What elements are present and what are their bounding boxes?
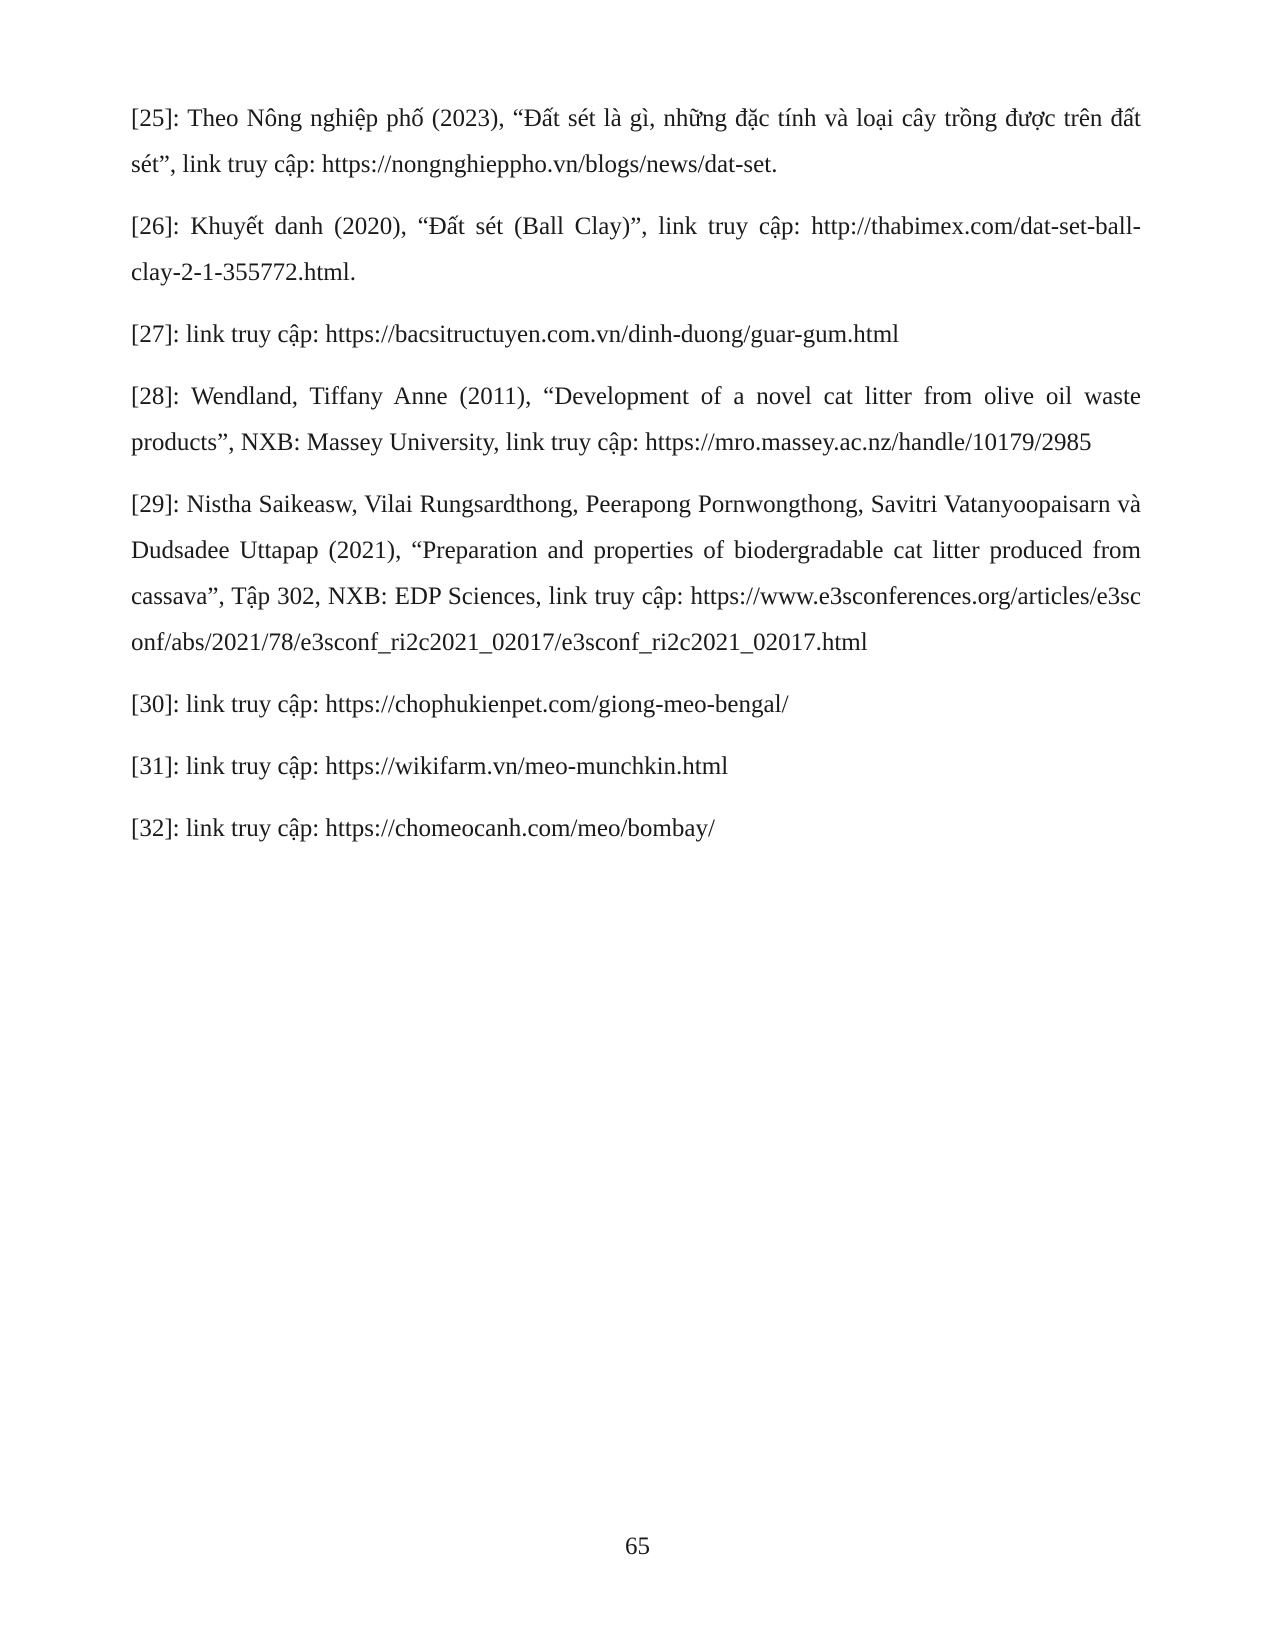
reference-text: Khuyết danh (2020), “Đất sét (Ball Clay)”, link truy cập: http://thabimex.com/dat-set-ball-clay-2-1-355772.html. xyxy=(131,213,1141,286)
reference-url[interactable]: https://mro.massey.ac.nz/handle/10179/2985 xyxy=(645,429,1092,456)
reference-item-29 xyxy=(131,482,1141,666)
reference-text: link truy cập: https://bacsitructuyen.com.vn/dinh-duong/guar-gum.html xyxy=(185,321,900,348)
reference-text: Theo Nông nghiệp phố (2023), “Đất sét là gì, những đặc tính và loại cây trồng được trên đất sét”, link truy cập: https://nongnghieppho.vn/blogs/news/dat-set. xyxy=(131,105,1141,178)
page-number: 65 xyxy=(625,1533,650,1560)
reference-label: [26]: xyxy=(131,213,180,240)
reference-item-32 xyxy=(131,806,1141,852)
reference-label: [27]: xyxy=(131,321,180,348)
reference-label: [25]: xyxy=(131,105,180,132)
reference-item-30 xyxy=(131,682,1141,728)
reference-list xyxy=(131,96,1141,868)
reference-label: [30]: xyxy=(131,691,180,718)
reference-label: [31]: xyxy=(131,753,180,780)
reference-text: Nistha Saikeasw, Vilai Rungsardthong, Peerapong Pornwongthong, Savitri Vatanyoopaisarn và Dudsadee Uttapap (2021), “Preparation and properties of biodergradable cat litter produced from cassava”, Tập 302, NXB: EDP Sciences, link truy cập: xyxy=(131,491,1142,610)
reference-text: link truy cập: https://chomeocanh.com/meo/bombay/ xyxy=(185,815,715,842)
reference-label: [28]: xyxy=(131,383,180,410)
reference-text: link truy cập: https://chophukienpet.com/giong-meo-bengal/ xyxy=(185,691,789,718)
reference-label: [29]: xyxy=(131,491,180,518)
reference-url[interactable]: https://www.e3sconferences.org/articles/e3sconf/abs/2021/78/e3sconf_ri2c2021_02017/e3sconf_ri2c2021_02017.html xyxy=(131,583,1142,656)
reference-text: Wendland, Tiffany Anne (2011), “Development of a novel cat litter from olive oil waste products”, NXB: Massey University, link truy cập: xyxy=(131,383,1141,456)
reference-item-31 xyxy=(131,744,1141,790)
reference-item-28 xyxy=(131,374,1141,466)
reference-item-25 xyxy=(131,96,1141,188)
reference-text: link truy cập: https://wikifarm.vn/meo-munchkin.html xyxy=(185,753,729,780)
reference-item-26 xyxy=(131,204,1141,296)
reference-item-27 xyxy=(131,312,1141,358)
reference-label: [32]: xyxy=(131,815,180,842)
